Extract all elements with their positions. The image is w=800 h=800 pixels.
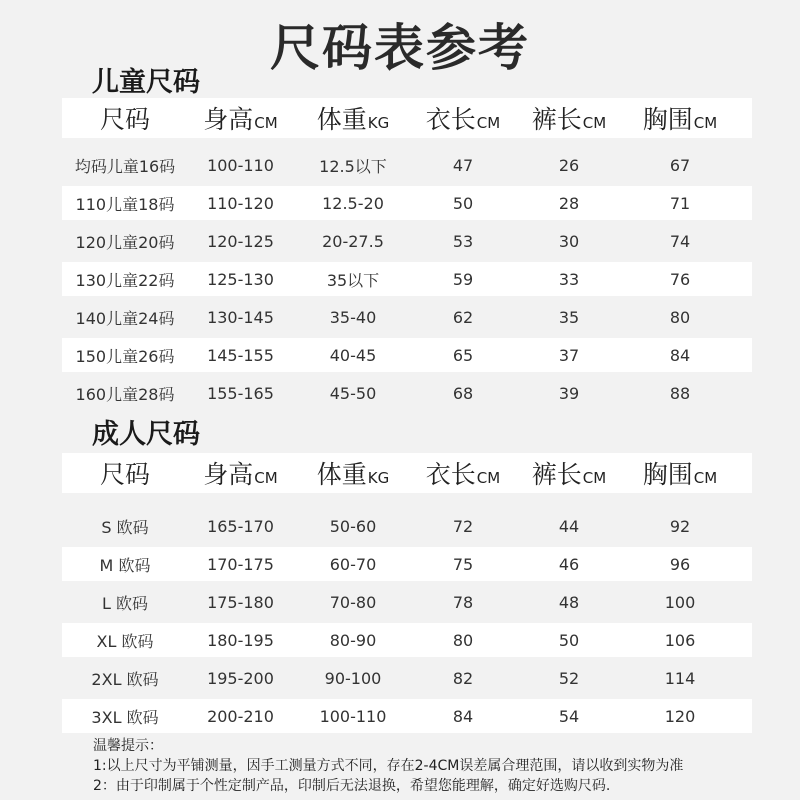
table-cell: 35-40 [329,307,377,327]
kids-header-cell [625,100,735,136]
adult-header-cell [293,455,413,491]
table-cell: 110儿童18码 [75,194,175,214]
table-cell: 60-70 [329,554,377,574]
adult-header-label: 体重 [316,460,367,489]
table-cell: 28 [558,193,580,213]
page-title: 尺码表参考 [270,19,530,77]
kids-header-cell [413,100,513,136]
table-row [62,224,752,258]
table-cell: 52 [558,668,580,688]
adult-header-unit: CM [476,469,501,487]
table-row [62,186,752,220]
table-cell: 54 [558,706,580,726]
table-cell: 40-45 [329,345,377,365]
adult-header-label: 尺码 [99,460,150,489]
adult-header-unit: CM [582,469,607,487]
kids-header-label: 体重 [316,105,367,134]
table-row [62,262,752,296]
table-cell: XL 欧码 [96,631,154,651]
table-cell: 125-130 [207,269,274,289]
table-cell: 200-210 [207,706,274,726]
table-row [62,376,752,410]
table-cell: L 欧码 [101,593,148,613]
table-cell: 71 [669,193,691,213]
table-cell: 67 [669,155,691,175]
table-cell: 100-110 [319,706,387,726]
table-cell: 65 [452,345,474,365]
kids-section-title: 儿童尺码 [92,67,200,98]
table-cell: 48 [558,592,580,612]
table-cell: 37 [558,345,580,365]
table-row [62,623,752,657]
adult-size-table [62,453,752,733]
table-cell: 88 [669,383,691,403]
table-cell: 12.5以下 [319,156,387,176]
table-cell: 44 [558,516,580,536]
table-cell: 50 [452,193,474,213]
table-cell: 35以下 [326,270,380,290]
adult-header-unit: CM [254,469,278,487]
table-cell: 76 [669,269,691,289]
notes-heading: 温馨提示： [93,738,163,754]
adult-header-cell [62,455,188,491]
adult-header-label: 衣长 [425,460,476,489]
table-cell: 62 [452,307,474,327]
table-cell: 3XL 欧码 [91,707,159,727]
table-cell: 90-100 [324,668,382,688]
adult-header-label: 身高 [203,460,254,489]
table-cell: 150儿童26码 [75,346,175,366]
table-cell: 160儿童28码 [75,384,175,404]
table-cell: 26 [558,155,580,175]
kids-header-label: 衣长 [425,105,476,134]
kids-header-cell [188,100,293,136]
table-cell: M 欧码 [99,555,151,575]
table-cell: 72 [452,516,474,536]
adult-header-cell [413,455,513,491]
table-cell: 均码儿童16码 [74,156,176,176]
table-cell: 84 [452,706,474,726]
table-cell: 165-170 [207,516,274,536]
table-cell: 70-80 [329,592,377,612]
kids-size-table [62,98,752,410]
table-cell: 12.5-20 [322,193,384,213]
table-row [62,148,752,182]
table-row [62,585,752,619]
table-cell: 96 [669,554,691,574]
table-cell: 39 [558,383,580,403]
table-cell: 120-125 [207,231,274,251]
notes-line-1: 1:以上尺寸为平铺测量，因手工测量方式不同，存在2-4CM误差属合理范围，请以收到实物为准 [93,758,684,774]
adult-header-cell [625,455,735,491]
table-cell: 53 [452,231,474,251]
table-cell: 195-200 [207,668,274,688]
kids-header-unit: CM [476,114,501,132]
adult-header-label: 胸围 [642,460,693,489]
table-cell: 80-90 [329,630,377,650]
adult-header-unit: CM [693,469,718,487]
kids-header-cell [293,100,413,136]
notes [93,736,683,796]
table-cell: 80 [669,307,691,327]
kids-header-unit: KG [367,114,390,132]
kids-header-unit: CM [582,114,607,132]
table-cell: 120 [664,706,696,726]
table-cell: 114 [664,668,696,688]
table-cell: 140儿童24码 [75,308,175,328]
kids-header-row [62,98,752,138]
table-cell: 80 [452,630,474,650]
table-cell: 145-155 [207,345,274,365]
table-cell: 110-120 [207,193,274,213]
table-row [62,300,752,334]
table-row [62,661,752,695]
table-cell: 30 [558,231,580,251]
kids-header-unit: CM [254,114,278,132]
table-cell: 75 [452,554,474,574]
table-cell: 130-145 [207,307,274,327]
table-cell: 100-110 [207,155,274,175]
table-cell: 120儿童20码 [75,232,175,252]
table-cell: 130儿童22码 [75,270,175,290]
table-cell: 180-195 [207,630,274,650]
table-row [62,699,752,733]
table-cell: 2XL 欧码 [91,669,159,689]
table-row [62,338,752,372]
adult-header-label: 裤长 [531,460,582,489]
kids-header-label: 身高 [203,105,254,134]
table-cell: 170-175 [207,554,274,574]
table-cell: 100 [664,592,696,612]
adult-header-cell [513,455,625,491]
table-cell: 50-60 [329,516,377,536]
table-cell: 59 [452,269,474,289]
kids-header-label: 裤长 [531,105,582,134]
table-cell: 68 [452,383,474,403]
table-cell: 74 [669,231,691,251]
table-cell: 155-165 [207,383,274,403]
table-cell: 46 [558,554,580,574]
adult-header-unit: KG [367,469,390,487]
table-cell: 78 [452,592,474,612]
table-cell: 106 [664,630,696,650]
table-cell: 45-50 [329,383,377,403]
kids-header-label: 胸围 [642,105,693,134]
table-row [62,547,752,581]
table-cell: 175-180 [207,592,274,612]
kids-header-label: 尺码 [99,105,150,134]
kids-header-cell [62,100,188,136]
adult-section-title: 成人尺码 [92,419,200,450]
table-cell: 33 [558,269,580,289]
kids-header-cell [513,100,625,136]
table-cell: 84 [669,345,691,365]
table-cell: 50 [558,630,580,650]
notes-line-2: 2：由于印制属于个性定制产品，印制后无法退换，希望您能理解，确定好选购尺码. [93,778,611,794]
table-row [62,509,752,543]
kids-header-unit: CM [693,114,718,132]
table-cell: 20-27.5 [322,231,384,251]
adult-header-cell [188,455,293,491]
table-cell: 47 [452,155,474,175]
table-cell: 35 [558,307,580,327]
adult-header-row [62,453,752,493]
table-cell: S 欧码 [101,517,149,537]
table-cell: 92 [669,516,691,536]
table-cell: 82 [452,668,474,688]
